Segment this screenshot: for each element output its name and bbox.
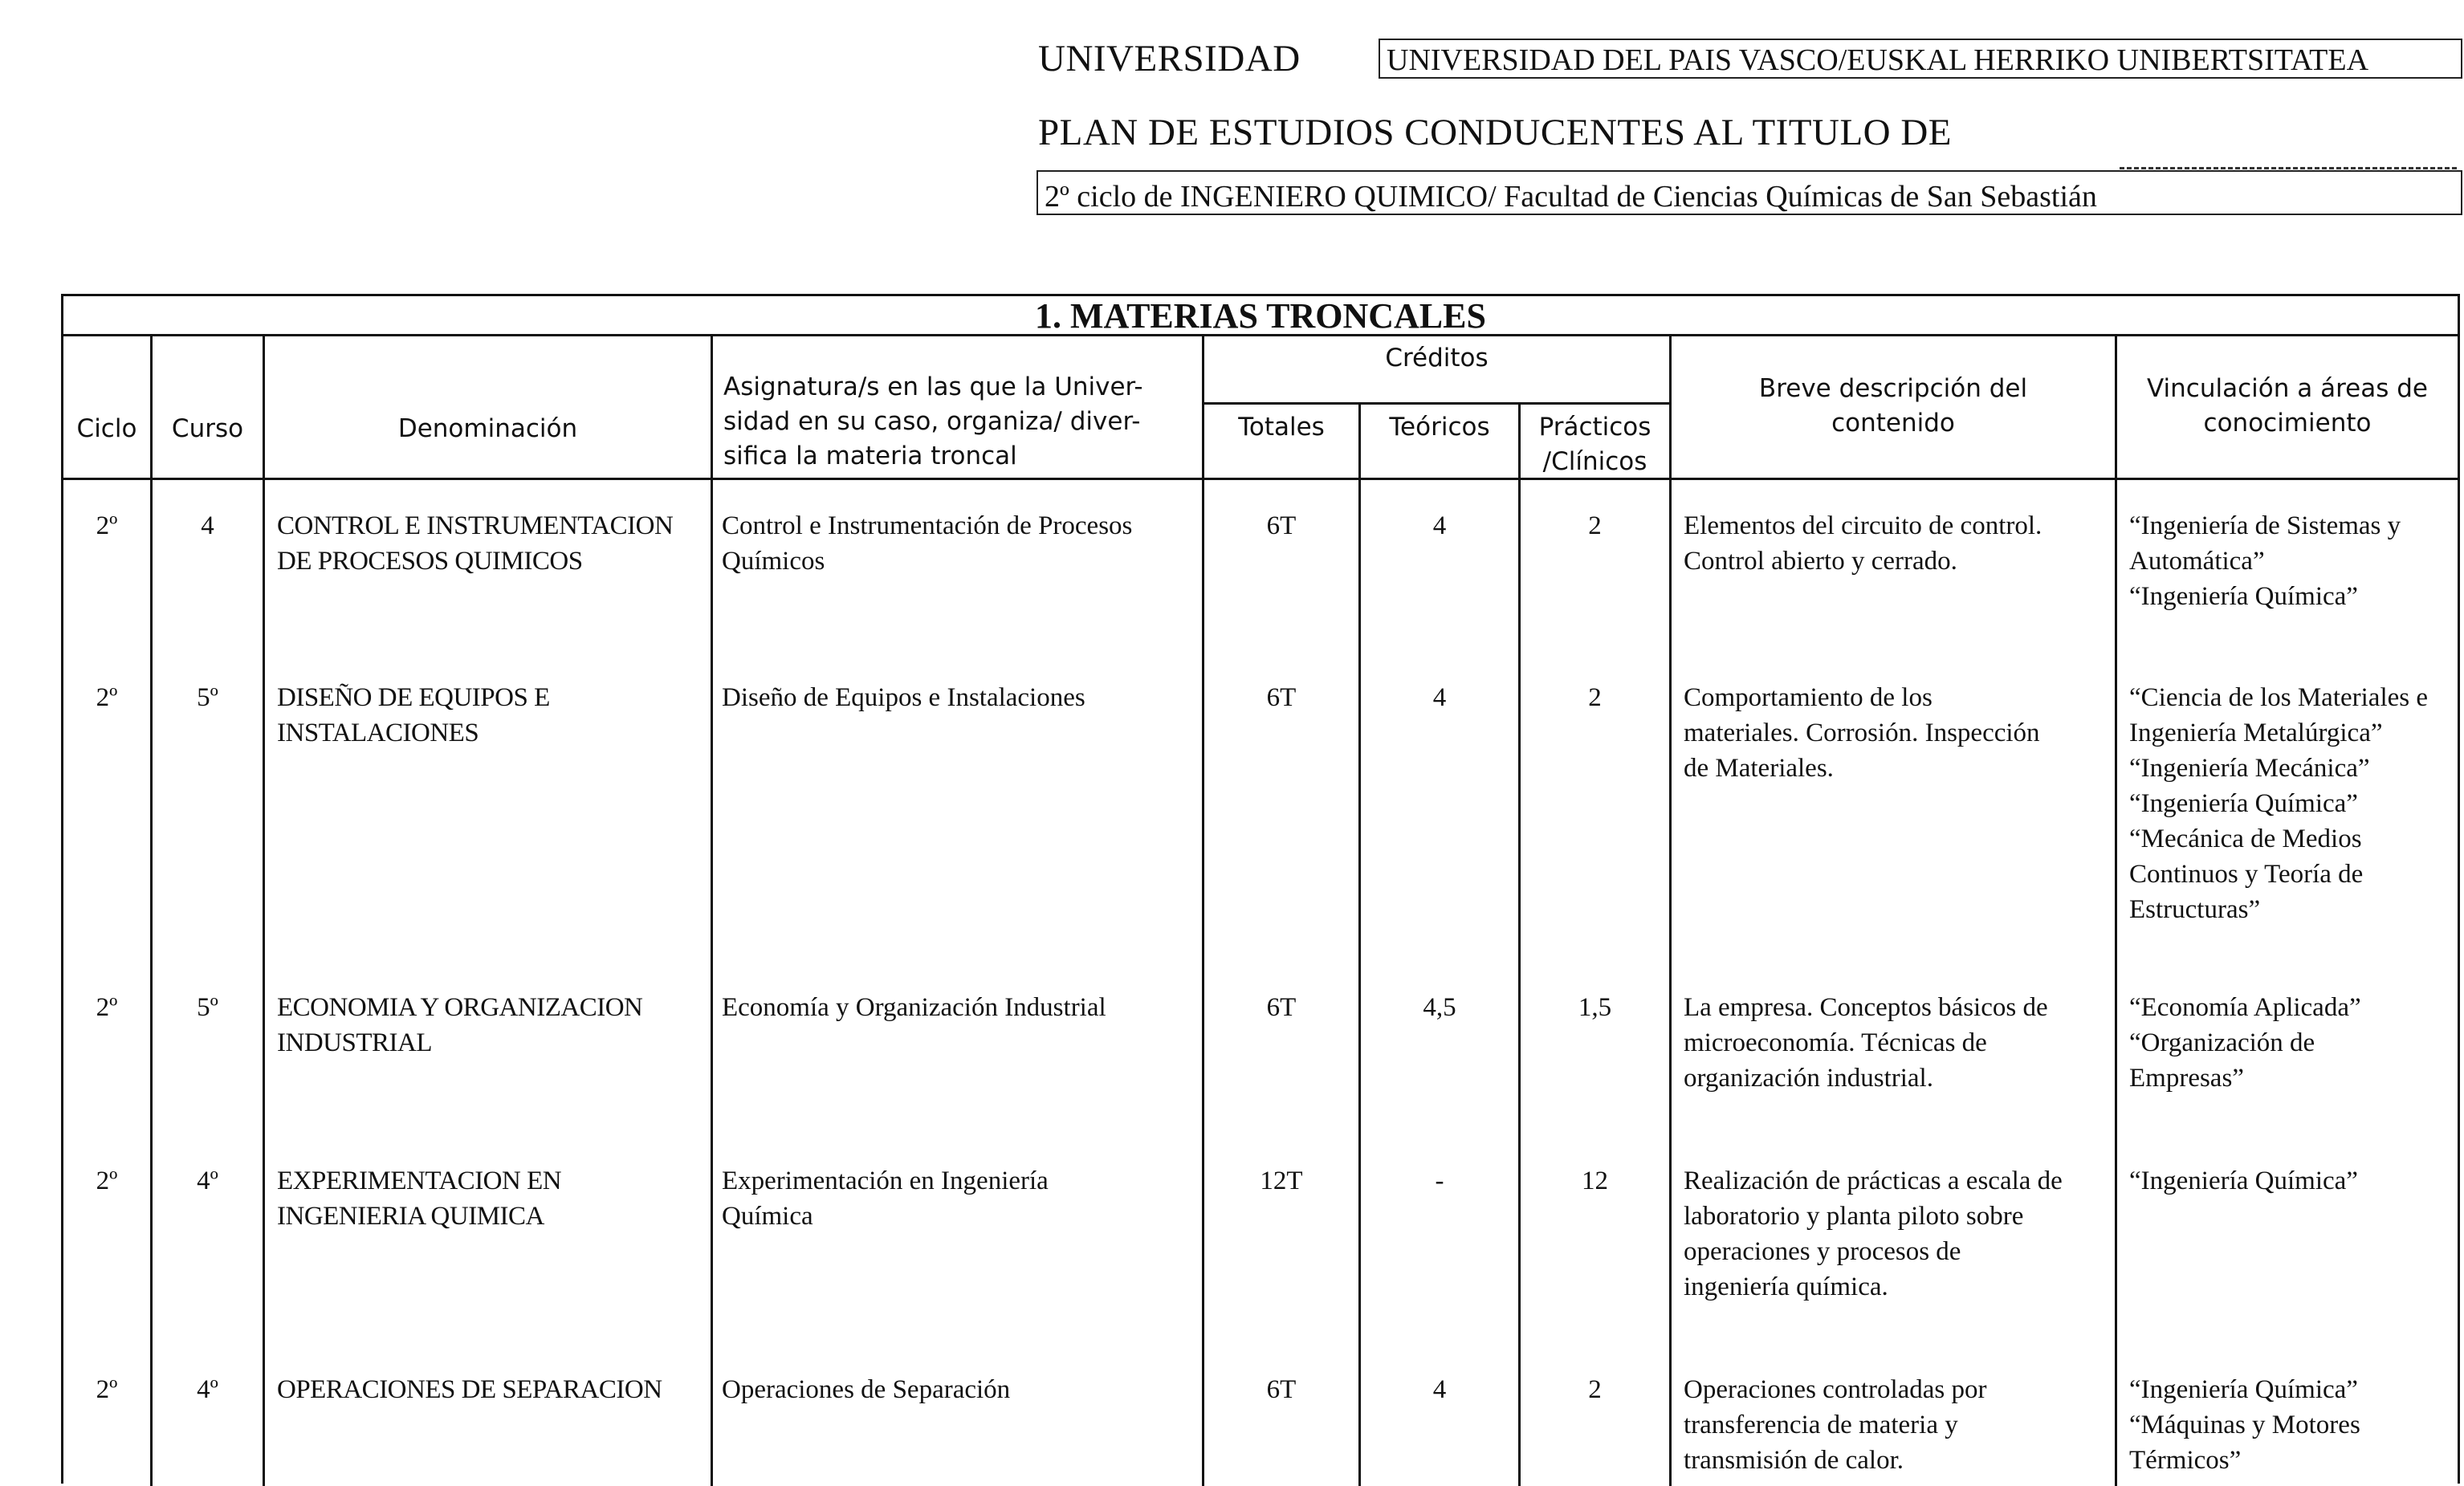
cell-asignatura	[722, 990, 1200, 1025]
cell-vinculacion	[2129, 1372, 2458, 1478]
cell-vinculacion-line: “Ingeniería Química”	[2129, 1375, 2358, 1404]
cell-asignatura-line: Control e Instrumentación de Procesos	[722, 511, 1133, 540]
cell-practicos: 12	[1582, 1166, 1608, 1195]
cell-vinculacion-line: Estructuras”	[2129, 895, 2261, 924]
cell-teoricos: 4	[1432, 683, 1447, 712]
header-vinculacion-line: Vinculación a áreas de	[2147, 374, 2428, 403]
header-practicos-line: /Clínicos	[1542, 447, 1647, 476]
cell-vinculacion	[2129, 680, 2458, 927]
plan-label: PLAN DE ESTUDIOS CONDUCENTES AL TITULO DE	[1038, 112, 1953, 153]
cell-descripcion-line: materiales. Corrosión. Inspección	[1684, 719, 2040, 747]
header-asignatura-line: Asignatura/s en las que la Univer-	[723, 373, 1143, 401]
cell-vinculacion-line: “Ingeniería Química”	[2129, 1166, 2358, 1195]
col-divider	[2115, 334, 2117, 1486]
cell-practicos: 2	[1588, 511, 1602, 540]
cell-ciclo: 2º	[96, 683, 118, 712]
cell-vinculacion-line: “Ingeniería Química”	[2129, 789, 2358, 818]
cell-totales: 6T	[1266, 993, 1297, 1022]
cell-asignatura-line: Química	[722, 1202, 813, 1231]
cell-vinculacion-line: Ingeniería Metalúrgica”	[2129, 719, 2383, 747]
cell-asignatura-line: Experimentación en Ingeniería	[722, 1166, 1049, 1195]
cell-descripcion-line: operaciones y procesos de	[1684, 1237, 1961, 1266]
cell-vinculacion-line: “Ingeniería de Sistemas y	[2129, 511, 2401, 540]
col-divider	[1358, 402, 1361, 1486]
cell-descripcion-line: transferencia de materia y	[1684, 1411, 1958, 1439]
header-totales: Totales	[1238, 413, 1325, 442]
cell-ciclo: 2º	[96, 1166, 118, 1195]
cell-denominacion-line: DISEÑO DE EQUIPOS E	[277, 683, 550, 712]
cell-totales: 6T	[1266, 511, 1297, 540]
cell-asignatura-line: Operaciones de Separación	[722, 1375, 1011, 1404]
cell-ciclo: 2º	[96, 1375, 118, 1404]
cell-curso: 4º	[197, 1166, 218, 1195]
cell-descripcion-line: Elementos del circuito de control.	[1684, 511, 2042, 540]
cell-curso: 5º	[197, 683, 218, 712]
cell-descripcion-line: microeconomía. Técnicas de	[1684, 1028, 1987, 1057]
cell-denominacion-line: INSTALACIONES	[277, 719, 479, 747]
header-practicos-line: Prácticos	[1538, 413, 1651, 442]
cell-asignatura-line: Economía y Organización Industrial	[722, 993, 1106, 1022]
header-practicos	[1521, 410, 1669, 479]
cell-vinculacion-line: Empresas”	[2129, 1064, 2244, 1093]
universidad-field: UNIVERSIDAD DEL PAIS VASCO/EUSKAL HERRIKO UNIBERTSITATEA	[1379, 39, 2462, 79]
cell-descripcion-line: Realización de prácticas a escala de	[1684, 1166, 2063, 1195]
cell-descripcion-line: Comportamiento de los	[1684, 683, 1933, 712]
cell-vinculacion-line: Automática”	[2129, 547, 2265, 576]
cell-denominacion-line: INDUSTRIAL	[277, 1028, 432, 1057]
cell-practicos: 2	[1588, 683, 1602, 712]
cell-descripcion-line: La empresa. Conceptos básicos de	[1684, 993, 2048, 1022]
col-divider	[1518, 402, 1521, 1486]
universidad-label: UNIVERSIDAD	[1038, 38, 1301, 79]
cell-vinculacion-line: “Mecánica de Medios	[2129, 824, 2362, 853]
cell-denominacion	[277, 1163, 711, 1234]
cell-asignatura	[722, 1372, 1200, 1407]
header-asignatura-line: sidad en su caso, organiza/ diver-	[723, 407, 1141, 436]
cell-totales: 6T	[1266, 683, 1297, 712]
cell-descripcion	[1684, 990, 2112, 1096]
header-rule	[63, 478, 2458, 480]
cell-teoricos: 4,5	[1423, 993, 1456, 1022]
cell-descripcion-line: de Materiales.	[1684, 754, 1834, 783]
cell-asignatura	[722, 1163, 1200, 1234]
col-divider	[1669, 334, 1672, 1486]
cell-vinculacion-line: Térmicos”	[2129, 1446, 2242, 1475]
cell-teoricos: -	[1435, 1166, 1444, 1195]
cell-vinculacion	[2129, 1163, 2458, 1199]
cell-vinculacion	[2129, 990, 2458, 1096]
cell-asignatura	[722, 508, 1200, 579]
cell-descripcion-line: laboratorio y planta piloto sobre	[1684, 1202, 2024, 1231]
cell-asignatura-line: Diseño de Equipos e Instalaciones	[722, 683, 1085, 712]
header-descripcion	[1672, 372, 2115, 441]
cell-vinculacion-line: “Ingeniería Mecánica”	[2129, 754, 2370, 783]
cell-teoricos: 4	[1432, 1375, 1447, 1404]
creditos-rule	[1202, 402, 1669, 405]
header-ciclo: Ciclo	[76, 414, 137, 443]
cell-asignatura-line: Químicos	[722, 547, 825, 576]
col-divider	[263, 334, 265, 1486]
cell-vinculacion-line: “Ingeniería Química”	[2129, 582, 2358, 611]
cell-descripcion	[1684, 1372, 2112, 1478]
header-vinculacion-line: conocimiento	[2203, 409, 2372, 438]
cell-vinculacion	[2129, 508, 2458, 614]
cell-ciclo: 2º	[96, 511, 118, 540]
cell-denominacion	[277, 680, 711, 751]
cell-asignatura	[722, 680, 1200, 715]
cell-curso: 5º	[197, 993, 218, 1022]
cell-vinculacion-line: “Ciencia de los Materiales e	[2129, 683, 2429, 712]
section-title: 1. MATERIAS TRONCALES	[1035, 296, 1486, 336]
cell-denominacion	[277, 1372, 711, 1407]
cell-ciclo: 2º	[96, 993, 118, 1022]
dashed-divider	[2120, 167, 2457, 169]
cell-teoricos: 4	[1432, 511, 1447, 540]
cell-denominacion	[277, 508, 711, 579]
header-vinculacion	[2117, 372, 2458, 441]
cell-totales: 12T	[1260, 1166, 1303, 1195]
header-curso: Curso	[171, 414, 244, 443]
cell-totales: 6T	[1266, 1375, 1297, 1404]
header-teoricos: Teóricos	[1389, 413, 1490, 442]
cell-descripcion-line: Control abierto y cerrado.	[1684, 547, 1957, 576]
cell-descripcion-line: Operaciones controladas por	[1684, 1375, 1987, 1404]
cell-descripcion-line: transmisión de calor.	[1684, 1446, 1904, 1475]
cell-descripcion	[1684, 1163, 2112, 1305]
header-asignatura	[723, 370, 1197, 474]
cell-descripcion	[1684, 508, 2112, 579]
cell-denominacion-line: EXPERIMENTACION EN	[277, 1166, 562, 1195]
cell-denominacion-line: DE PROCESOS QUIMICOS	[277, 547, 583, 576]
header-asignatura-line: sifica la materia troncal	[723, 442, 1017, 470]
cell-denominacion-line: ECONOMIA Y ORGANIZACION	[277, 993, 643, 1022]
cell-vinculacion-line: Continuos y Teoría de	[2129, 860, 2364, 889]
header-descripcion-line: contenido	[1831, 409, 1955, 438]
titulo-field: 2º ciclo de INGENIERO QUIMICO/ Facultad de Ciencias Químicas de San Sebastián	[1037, 170, 2462, 215]
cell-curso: 4º	[197, 1375, 218, 1404]
header-denominacion: Denominación	[397, 414, 578, 443]
col-divider	[150, 334, 153, 1486]
cell-vinculacion-line: “Economía Aplicada”	[2129, 993, 2361, 1022]
cell-denominacion	[277, 990, 711, 1061]
cell-practicos: 1,5	[1578, 993, 1612, 1022]
col-divider	[1202, 334, 1204, 1486]
cell-curso: 4	[201, 511, 214, 540]
cell-descripcion-line: organización industrial.	[1684, 1064, 1933, 1093]
header-creditos: Créditos	[1385, 344, 1489, 373]
cell-descripcion	[1684, 680, 2112, 786]
cell-denominacion-line: CONTROL E INSTRUMENTACION	[277, 511, 674, 540]
cell-vinculacion-line: “Organización de	[2129, 1028, 2315, 1057]
cell-descripcion-line: ingeniería química.	[1684, 1272, 1888, 1301]
cell-practicos: 2	[1588, 1375, 1602, 1404]
header-descripcion-line: Breve descripción del	[1758, 374, 2028, 403]
cell-denominacion-line: OPERACIONES DE SEPARACION	[277, 1375, 662, 1404]
materias-troncales-table	[61, 294, 2460, 1484]
cell-denominacion-line: INGENIERIA QUIMICA	[277, 1202, 544, 1231]
cell-vinculacion-line: “Máquinas y Motores	[2129, 1411, 2360, 1439]
col-divider	[711, 334, 713, 1486]
